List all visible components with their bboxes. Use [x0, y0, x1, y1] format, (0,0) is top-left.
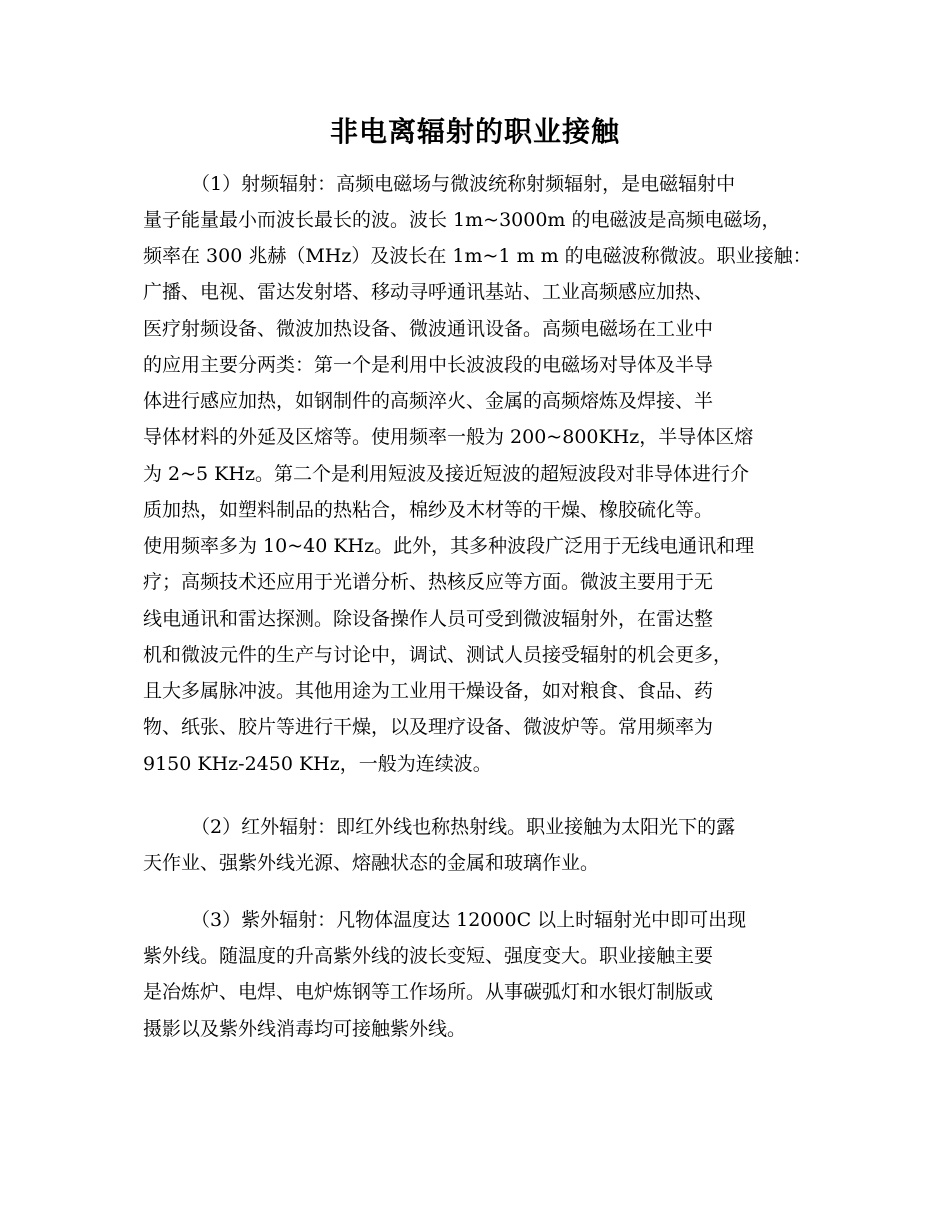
paragraph-line: 9150 KHz-2450 KHz，一般为连续波。: [143, 753, 492, 775]
paragraph-line: 是冶炼炉、电焊、电炉炼钢等工作场所。从事碳弧灯和水银灯制版或: [143, 981, 714, 1003]
paragraph-line: 物、纸张、胶片等进行干燥，以及理疗设备、微波炉等。常用频率为: [143, 716, 714, 738]
paragraph-line: 天作业、强紫外线光源、熔融状态的金属和玻璃作业。: [143, 852, 600, 874]
paragraph-line: 频率在 300 兆赫（MHz）及波长在 1m~1 m m 的电磁波称微波。职业接触：: [143, 245, 812, 267]
paragraph-line: （1）射频辐射：高频电磁场与微波统称射频辐射，是电磁辐射中: [191, 173, 736, 195]
paragraph-line: 摄影以及紫外线消毒均可接触紫外线。: [143, 1018, 467, 1040]
paragraph-line: 广播、电视、雷达发射塔、移动寻呼通讯基站、工业高频感应加热、: [143, 281, 714, 303]
paragraph-line: 使用频率多为 10~40 KHz。此外，其多种波段广泛用于无线电通讯和理: [143, 535, 755, 557]
paragraph-line: 疗；高频技术还应用于光谱分析、热核反应等方面。微波主要用于无: [143, 571, 714, 593]
paragraph-line: （2）红外辐射：即红外线也称热射线。职业接触为太阳光下的露: [191, 816, 736, 838]
paragraph-line: 体进行感应加热，如钢制件的高频淬火、金属的高频熔炼及焊接、半: [143, 390, 714, 412]
paragraph-line: 导体材料的外延及区熔等。使用频率一般为 200~800KHz，半导体区熔: [143, 426, 754, 448]
document-title: 非电离辐射的职业接触: [329, 115, 620, 148]
paragraph-line: 的应用主要分两类：第一个是利用中长波波段的电磁场对导体及半导: [143, 354, 714, 376]
paragraph-line: 紫外线。随温度的升高紫外线的波长变短、强度变大。职业接触主要: [143, 945, 714, 967]
paragraph-line: 线电通讯和雷达探测。除设备操作人员可受到微波辐射外，在雷达整: [143, 608, 714, 630]
paragraph-line: 且大多属脉冲波。其他用途为工业用干燥设备，如对粮食、食品、药: [143, 680, 714, 702]
paragraph-line: 质加热，如塑料制品的热粘合，棉纱及木材等的干燥、橡胶硫化等。: [143, 499, 714, 521]
paragraph-line: 机和微波元件的生产与讨论中，调试、测试人员接受辐射的机会更多，: [143, 644, 733, 666]
paragraph-line: （3）紫外辐射：凡物体温度达 12000C 以上时辐射光中即可出现: [191, 909, 747, 931]
paragraph-line: 量子能量最小而波长最长的波。波长 1m~3000m 的电磁波是高频电磁场，: [143, 209, 781, 231]
paragraph-line: 为 2~5 KHz。第二个是利用短波及接近短波的超短波段对非导体进行介: [143, 463, 749, 485]
paragraph-line: 医疗射频设备、微波加热设备、微波通讯设备。高频电磁场在工业中: [143, 318, 714, 340]
